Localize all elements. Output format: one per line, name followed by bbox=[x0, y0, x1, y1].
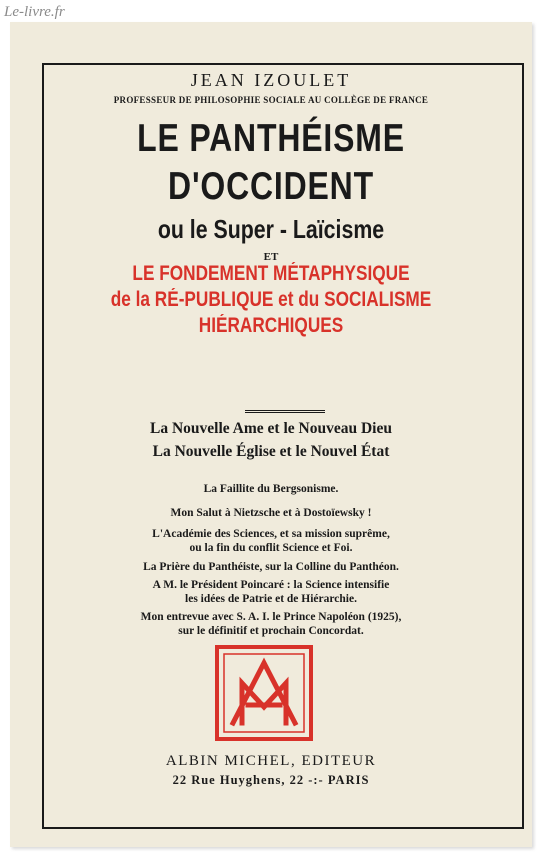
theme-line-2: La Nouvelle Église et le Nouvel État bbox=[152, 443, 390, 460]
publisher-logo-icon bbox=[215, 645, 313, 741]
subtitle: ou le Super - Laïcisme bbox=[157, 214, 385, 244]
theme-line-1: La Nouvelle Ame et le Nouveau Dieu bbox=[150, 420, 392, 437]
red-title-line-3: HIÉRARCHIQUES bbox=[198, 314, 344, 337]
contents-line: L'Académie des Sciences, et sa mission suprême, bbox=[152, 528, 390, 540]
book-cover bbox=[10, 22, 532, 847]
contents-line: ou la fin du conflit Science et Foi. bbox=[189, 542, 353, 554]
divider-rule bbox=[245, 410, 325, 413]
contents-line: sur le définitif et prochain Concordat. bbox=[178, 625, 364, 637]
contents-line: Mon Salut à Nietzsche et à Dostoïewsky ! bbox=[170, 507, 372, 519]
contents-line: Mon entrevue avec S. A. I. le Prince Napoléon (1925), bbox=[140, 611, 402, 623]
contents-line: les idées de Patrie et de Hiérarchie. bbox=[185, 593, 357, 605]
main-title-line-1: LE PANTHÉISME bbox=[137, 117, 405, 160]
red-title-line-2: de la RÉ-PUBLIQUE et du SOCIALISME bbox=[110, 288, 432, 311]
author-name: JEAN IZOULET bbox=[190, 70, 352, 90]
conjunction: ET bbox=[263, 251, 279, 263]
contents-line: La Prière du Panthéiste, sur la Colline du Panthéon. bbox=[143, 561, 399, 573]
contents-line: La Faillite du Bergsonisme. bbox=[203, 483, 339, 495]
contents-line: A M. le Président Poincaré : la Science intensifie bbox=[152, 579, 390, 591]
publisher-name: ALBIN MICHEL, EDITEUR bbox=[165, 753, 377, 769]
watermark: Le-livre.fr bbox=[4, 4, 65, 20]
red-title-line-1: LE FONDEMENT MÉTAPHYSIQUE bbox=[132, 262, 410, 285]
main-title-line-2: D'OCCIDENT bbox=[168, 165, 374, 208]
publisher-address: 22 Rue Huyghens, 22 -:- PARIS bbox=[172, 773, 370, 787]
author-title: PROFESSEUR DE PHILOSOPHIE SOCIALE AU COLLÈGE DE FRANCE bbox=[113, 95, 429, 105]
